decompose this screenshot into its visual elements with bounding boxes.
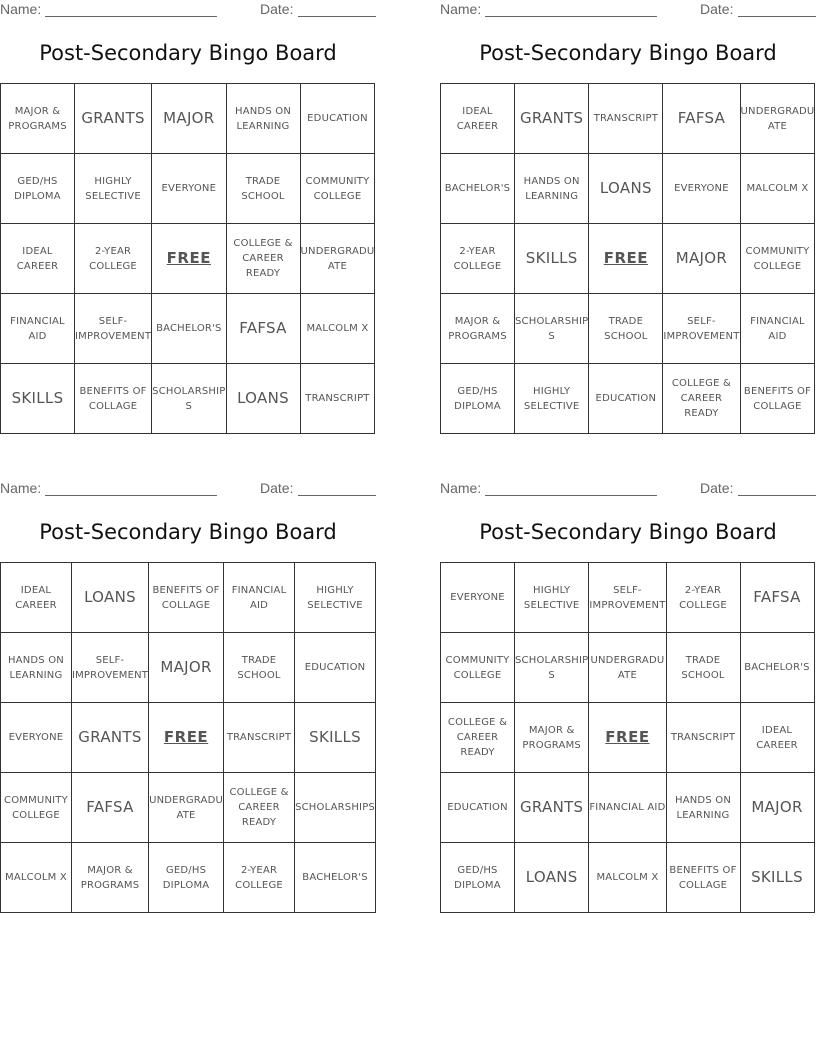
bingo-cell: LOANS xyxy=(71,563,148,633)
bingo-cell: GED/HS DIPLOMA xyxy=(149,843,224,913)
bingo-cell: MALCOLM X xyxy=(589,843,666,913)
name-blank-line xyxy=(45,495,217,496)
bingo-cell: COMMUNITY COLLEGE xyxy=(300,154,375,224)
bingo-cell: FINANCIAL AID xyxy=(224,563,295,633)
bingo-cell: FAFSA xyxy=(740,563,814,633)
bingo-cell: LOANS xyxy=(226,364,300,434)
bingo-cell: TRANSCRIPT xyxy=(224,703,295,773)
bingo-cell: FAFSA xyxy=(663,84,740,154)
bingo-cell: HIGHLY SELECTIVE xyxy=(515,364,589,434)
bingo-board-2 xyxy=(440,0,816,440)
grid-row xyxy=(1,364,375,434)
date-blank-line xyxy=(298,16,376,17)
bingo-cell: SCHOLARSHIP S xyxy=(515,633,589,703)
bingo-cell: 2-YEAR COLLEGE xyxy=(75,224,152,294)
bingo-cell: BACHELOR'S xyxy=(441,154,515,224)
date-label: Date: xyxy=(700,1,734,17)
grid-row xyxy=(1,843,376,913)
bingo-cell: 2-YEAR COLLEGE xyxy=(441,224,515,294)
bingo-cell: 2-YEAR COLLEGE xyxy=(666,563,740,633)
bingo-cell: SELF-IMPROVEMENT xyxy=(663,294,740,364)
name-label: Name: xyxy=(0,480,42,496)
bingo-cell: SCHOLARSHIP S xyxy=(152,364,226,434)
bingo-cell: SKILLS xyxy=(515,224,589,294)
bingo-cell: MAJOR xyxy=(152,84,226,154)
grid-row xyxy=(1,224,375,294)
bingo-cell: MALCOLM X xyxy=(1,843,72,913)
grid-row xyxy=(1,773,376,843)
bingo-cell: COMMUNITY COLLEGE xyxy=(740,224,815,294)
bingo-cell: GED/HS DIPLOMA xyxy=(1,154,75,224)
bingo-cell: TRANSCRIPT xyxy=(300,364,375,434)
grid-row xyxy=(441,773,815,843)
grid-row xyxy=(441,633,815,703)
bingo-cell: MAJOR & PROGRAMS xyxy=(441,294,515,364)
bingo-cell: HIGHLY SELECTIVE xyxy=(75,154,152,224)
bingo-cell: TRANSCRIPT xyxy=(666,703,740,773)
name-label: Name: xyxy=(440,480,482,496)
bingo-cell: GRANTS xyxy=(515,84,589,154)
bingo-cell: GRANTS xyxy=(515,773,589,843)
bingo-cell: EVERYONE xyxy=(152,154,226,224)
date-label: Date: xyxy=(260,480,294,496)
name-blank-line xyxy=(45,16,217,17)
bingo-cell: EVERYONE xyxy=(1,703,72,773)
name-date-row xyxy=(0,480,376,498)
bingo-cell: GED/HS DIPLOMA xyxy=(441,843,515,913)
name-label: Name: xyxy=(440,1,482,17)
bingo-cell: FINANCIAL AID xyxy=(589,773,666,843)
bingo-cell: HIGHLY SELECTIVE xyxy=(515,563,589,633)
board-title: Post-Secondary Bingo Board xyxy=(479,41,777,65)
bingo-cell: 2-YEAR COLLEGE xyxy=(224,843,295,913)
bingo-cell: HANDS ON LEARNING xyxy=(515,154,589,224)
bingo-cell: EDUCATION xyxy=(589,364,663,434)
free-space-cell: FREE xyxy=(589,224,663,294)
bingo-cell: IDEAL CAREER xyxy=(1,224,75,294)
bingo-cell: BACHELOR'S xyxy=(295,843,376,913)
bingo-grid xyxy=(440,562,815,913)
bingo-cell: FAFSA xyxy=(226,294,300,364)
name-blank-line xyxy=(485,16,657,17)
bingo-grid xyxy=(440,83,815,434)
bingo-cell: IDEAL CAREER xyxy=(740,703,814,773)
bingo-cell: SELF-IMPROVEMENT xyxy=(589,563,666,633)
bingo-cell: COLLEGE & CAREER READY xyxy=(224,773,295,843)
bingo-cell: BENEFITS OF COLLAGE xyxy=(666,843,740,913)
bingo-cell: UNDERGRADU ATE xyxy=(740,84,815,154)
bingo-cell: TRANSCRIPT xyxy=(589,84,663,154)
bingo-cell: MAJOR & PROGRAMS xyxy=(71,843,148,913)
bingo-cell: BACHELOR'S xyxy=(152,294,226,364)
bingo-cell: UNDERGRADU ATE xyxy=(300,224,375,294)
bingo-cell: BENEFITS OF COLLAGE xyxy=(149,563,224,633)
bingo-cell: HANDS ON LEARNING xyxy=(226,84,300,154)
bingo-cell: TRADE SCHOOL xyxy=(226,154,300,224)
bingo-cell: EDUCATION xyxy=(441,773,515,843)
name-label: Name: xyxy=(0,1,42,17)
bingo-cell: MALCOLM X xyxy=(300,294,375,364)
bingo-cell: HIGHLY SELECTIVE xyxy=(295,563,376,633)
bingo-cell: EDUCATION xyxy=(300,84,375,154)
bingo-cell: MAJOR & PROGRAMS xyxy=(1,84,75,154)
grid-row xyxy=(1,703,376,773)
grid-row xyxy=(441,294,815,364)
bingo-cell: MAJOR xyxy=(663,224,740,294)
bingo-cell: EVERYONE xyxy=(663,154,740,224)
bingo-cell: IDEAL CAREER xyxy=(1,563,72,633)
bingo-cell: SKILLS xyxy=(295,703,376,773)
bingo-cell: UNDERGRADU ATE xyxy=(149,773,224,843)
grid-row xyxy=(441,84,815,154)
bingo-cell: SELF-IMPROVEMENT xyxy=(75,294,152,364)
grid-row xyxy=(1,633,376,703)
bingo-board-4 xyxy=(440,479,816,919)
bingo-cell: BENEFITS OF COLLAGE xyxy=(740,364,815,434)
name-date-row xyxy=(0,1,376,19)
bingo-cell: SCHOLARSHIPS xyxy=(295,773,376,843)
name-date-row xyxy=(440,1,816,19)
bingo-cell: GRANTS xyxy=(75,84,152,154)
bingo-cell: UNDERGRADU ATE xyxy=(589,633,666,703)
bingo-cell: BACHELOR'S xyxy=(740,633,814,703)
grid-row xyxy=(441,563,815,633)
bingo-board-1 xyxy=(0,0,376,440)
grid-row xyxy=(441,364,815,434)
bingo-cell: HANDS ON LEARNING xyxy=(666,773,740,843)
bingo-cell: EVERYONE xyxy=(441,563,515,633)
bingo-cell: FAFSA xyxy=(71,773,148,843)
bingo-cell: GED/HS DIPLOMA xyxy=(441,364,515,434)
bingo-cell: LOANS xyxy=(589,154,663,224)
bingo-grid xyxy=(0,83,375,434)
free-space-cell: FREE xyxy=(589,703,666,773)
free-space-cell: FREE xyxy=(149,703,224,773)
name-date-row xyxy=(440,480,816,498)
grid-row xyxy=(441,703,815,773)
bingo-cell: SELF-IMPROVEMENT xyxy=(71,633,148,703)
free-space-cell: FREE xyxy=(152,224,226,294)
bingo-grid xyxy=(0,562,376,913)
bingo-cell: SCHOLARSHIP S xyxy=(515,294,589,364)
grid-row xyxy=(441,154,815,224)
grid-row xyxy=(1,563,376,633)
grid-row xyxy=(1,84,375,154)
bingo-cell: SKILLS xyxy=(1,364,75,434)
bingo-cell: COLLEGE & CAREER READY xyxy=(226,224,300,294)
date-blank-line xyxy=(738,16,816,17)
bingo-cell: MAJOR & PROGRAMS xyxy=(515,703,589,773)
name-blank-line xyxy=(485,495,657,496)
bingo-cell: MAJOR xyxy=(740,773,814,843)
date-blank-line xyxy=(298,495,376,496)
grid-row xyxy=(1,154,375,224)
bingo-cell: EDUCATION xyxy=(295,633,376,703)
date-label: Date: xyxy=(700,480,734,496)
bingo-cell: FINANCIAL AID xyxy=(1,294,75,364)
grid-row xyxy=(441,224,815,294)
date-label: Date: xyxy=(260,1,294,17)
bingo-cell: COLLEGE & CAREER READY xyxy=(441,703,515,773)
bingo-cell: COMMUNITY COLLEGE xyxy=(1,773,72,843)
bingo-cell: LOANS xyxy=(515,843,589,913)
bingo-cell: BENEFITS OF COLLAGE xyxy=(75,364,152,434)
grid-row xyxy=(1,294,375,364)
bingo-board-3 xyxy=(0,479,376,919)
bingo-cell: GRANTS xyxy=(71,703,148,773)
board-title: Post-Secondary Bingo Board xyxy=(479,520,777,544)
bingo-cell: FINANCIAL AID xyxy=(740,294,815,364)
date-blank-line xyxy=(738,495,816,496)
board-title: Post-Secondary Bingo Board xyxy=(39,41,337,65)
bingo-cell: MALCOLM X xyxy=(740,154,815,224)
bingo-cell: TRADE SCHOOL xyxy=(224,633,295,703)
bingo-cell: HANDS ON LEARNING xyxy=(1,633,72,703)
bingo-cell: TRADE SCHOOL xyxy=(666,633,740,703)
bingo-cell: IDEAL CAREER xyxy=(441,84,515,154)
bingo-cell: TRADE SCHOOL xyxy=(589,294,663,364)
grid-row xyxy=(441,843,815,913)
bingo-cell: SKILLS xyxy=(740,843,814,913)
bingo-cell: COLLEGE & CAREER READY xyxy=(663,364,740,434)
bingo-cell: MAJOR xyxy=(149,633,224,703)
bingo-cell: COMMUNITY COLLEGE xyxy=(441,633,515,703)
board-title: Post-Secondary Bingo Board xyxy=(39,520,337,544)
